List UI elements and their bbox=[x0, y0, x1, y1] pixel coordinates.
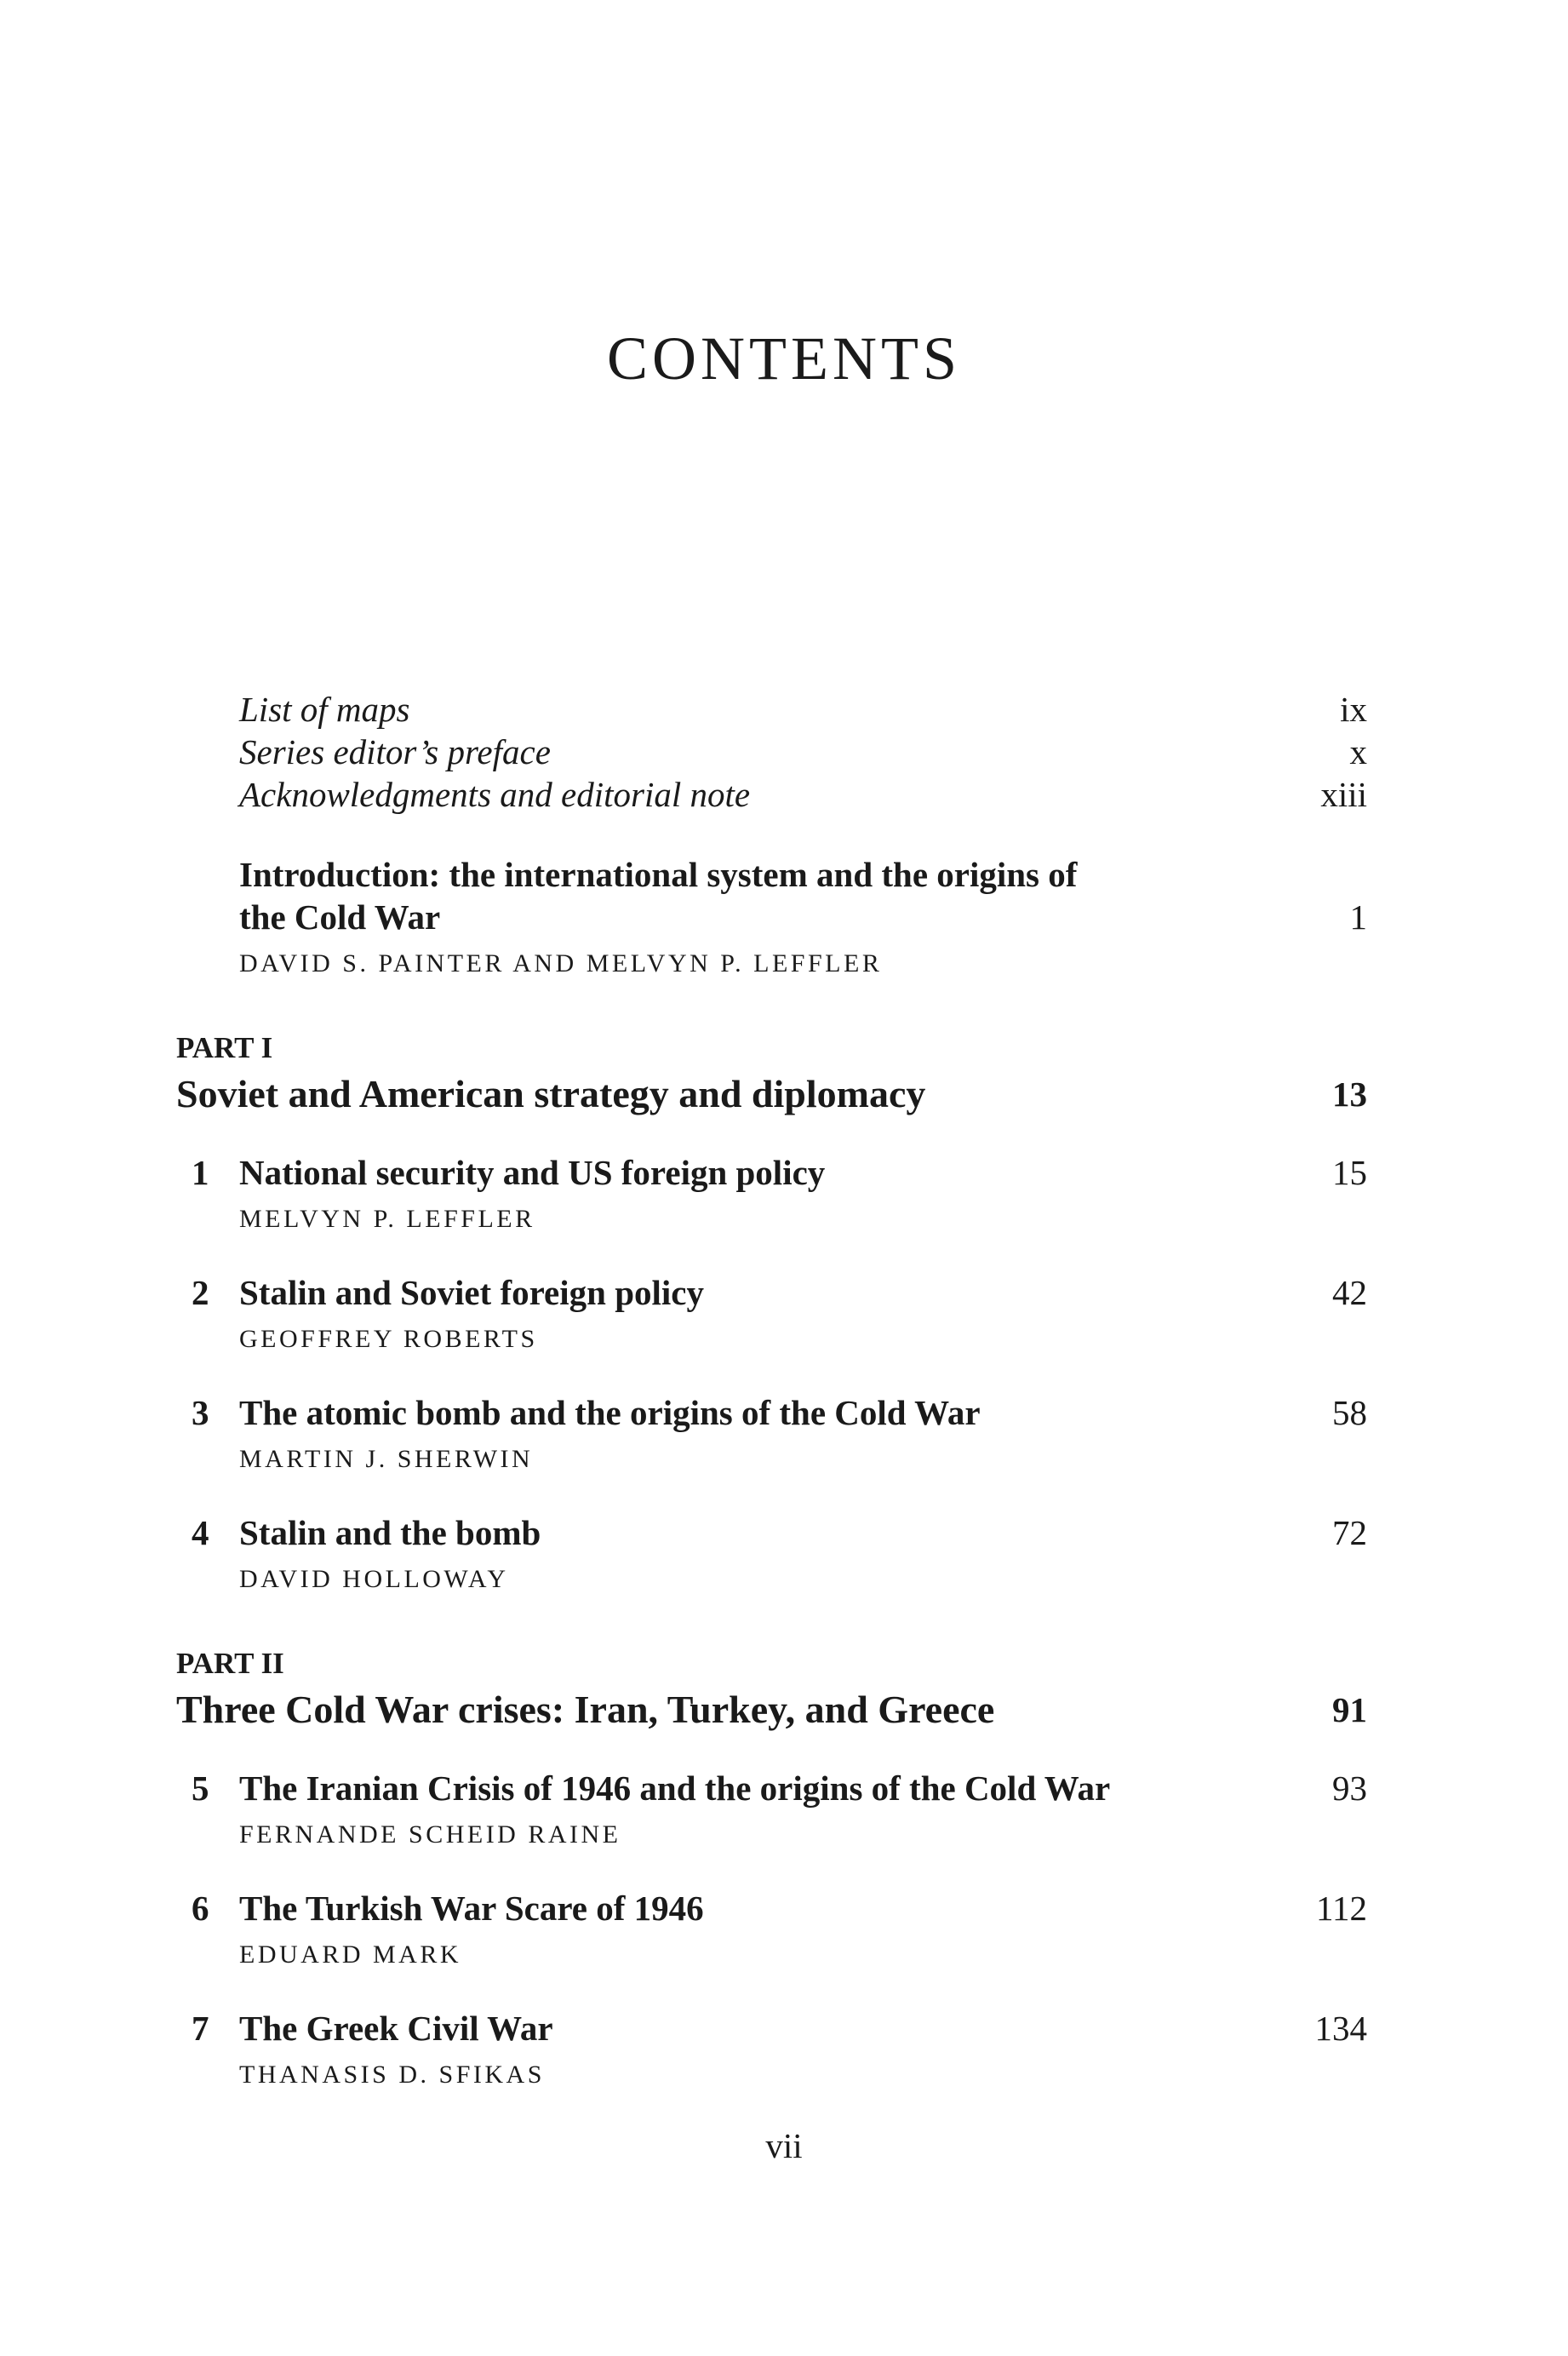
chapter-number: 5 bbox=[192, 1768, 209, 1808]
toc-entry-series-preface: Series editor’s preface bbox=[239, 732, 551, 771]
part-label: PART I bbox=[176, 1031, 273, 1064]
page-number: ix bbox=[1340, 690, 1367, 729]
toc-entry-list-of-maps: List of maps bbox=[239, 690, 410, 729]
chapter-number: 7 bbox=[192, 2009, 209, 2048]
page-number: x bbox=[1349, 732, 1367, 771]
chapter-number: 2 bbox=[192, 1273, 209, 1312]
page-number: 42 bbox=[1332, 1273, 1367, 1312]
chapter-title: The Greek Civil War bbox=[239, 2009, 553, 2048]
chapter-author: THANASIS D. SFIKAS bbox=[239, 2061, 545, 2089]
toc-entry-introduction-line1: Introduction: the international system and the origins of bbox=[239, 855, 1078, 894]
part-title: Three Cold War crises: Iran, Turkey, and Greece bbox=[176, 1688, 995, 1731]
chapter-number: 6 bbox=[192, 1889, 209, 1928]
page-number: 13 bbox=[1332, 1075, 1367, 1114]
chapter-author: FERNANDE SCHEID RAINE bbox=[239, 1820, 621, 1849]
page-number: 91 bbox=[1332, 1690, 1367, 1729]
chapter-author: GEOFFREY ROBERTS bbox=[239, 1325, 538, 1353]
chapter-title: Stalin and the bomb bbox=[239, 1513, 541, 1552]
chapter-title: Stalin and Soviet foreign policy bbox=[239, 1273, 704, 1312]
toc-entry-introduction-line2: the Cold War bbox=[239, 897, 441, 937]
toc-entry-acknowledgments: Acknowledgments and editorial note bbox=[239, 775, 751, 814]
chapter-title: The atomic bomb and the origins of the Cold War bbox=[239, 1393, 981, 1432]
chapter-author: DAVID HOLLOWAY bbox=[239, 1565, 509, 1593]
chapter-title: National security and US foreign policy bbox=[239, 1153, 826, 1192]
part-title: Soviet and American strategy and diplomacy bbox=[176, 1072, 926, 1115]
chapter-number: 1 bbox=[192, 1153, 209, 1192]
page-number: 134 bbox=[1314, 2009, 1367, 2048]
chapter-author: DAVID S. PAINTER AND MELVYN P. LEFFLER bbox=[239, 949, 883, 977]
page-title: CONTENTS bbox=[607, 324, 961, 393]
chapter-author: MARTIN J. SHERWIN bbox=[239, 1445, 534, 1473]
chapter-author: MELVYN P. LEFFLER bbox=[239, 1205, 535, 1233]
chapter-title: The Turkish War Scare of 1946 bbox=[239, 1889, 704, 1928]
page-number: 72 bbox=[1332, 1513, 1367, 1552]
page-number: 15 bbox=[1332, 1153, 1367, 1192]
page-number: 93 bbox=[1332, 1768, 1367, 1808]
page-number: xiii bbox=[1320, 775, 1367, 814]
chapter-author: EDUARD MARK bbox=[239, 1940, 462, 1969]
chapter-number: 3 bbox=[192, 1393, 209, 1432]
part-label: PART II bbox=[176, 1647, 284, 1680]
page-number: 58 bbox=[1332, 1393, 1367, 1432]
page-number: 112 bbox=[1316, 1889, 1367, 1928]
chapter-number: 4 bbox=[192, 1513, 209, 1552]
folio-page-number: vii bbox=[765, 2126, 803, 2165]
page-number: 1 bbox=[1349, 897, 1367, 937]
chapter-title: The Iranian Crisis of 1946 and the origins of the Cold War bbox=[239, 1768, 1111, 1808]
